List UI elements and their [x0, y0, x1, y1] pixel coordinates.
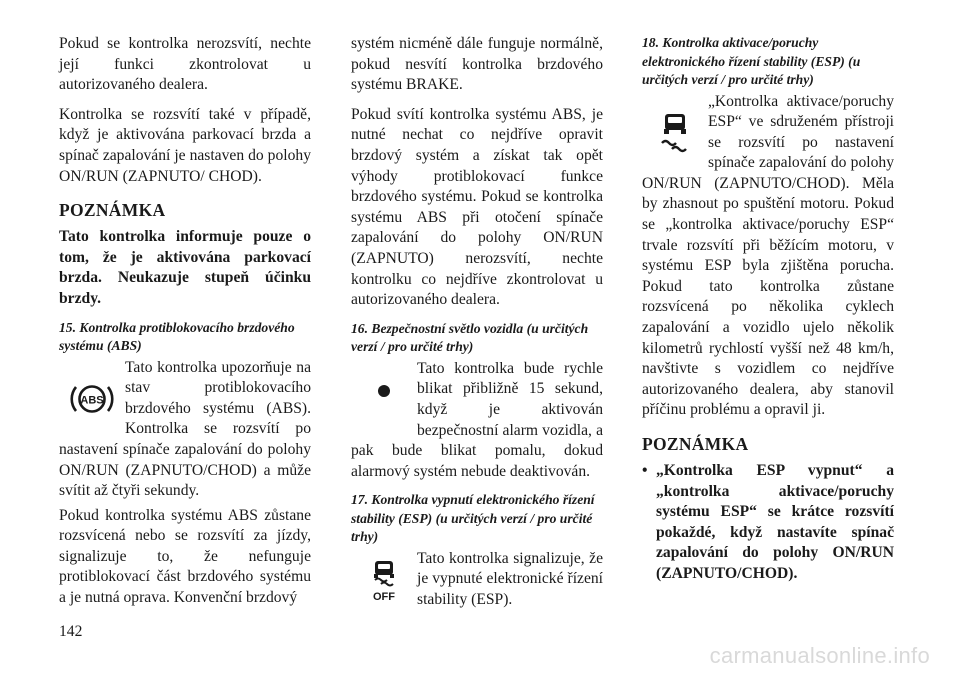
note-heading: POZNÁMKA	[59, 200, 166, 221]
abs-warning-icon	[59, 358, 125, 440]
column-1	[59, 34, 311, 618]
paragraph: „Kontrolka aktivace/poruchy ESP“ ve sdruženém přístroji se rozsvítí po nastavení spínače zapalování do polohy ON/RUN (ZAPNUTO/CHOD). Měla by zhasnout po spuštění motoru. Pokud se „kontrolka aktivace/poruchy ESP“ trvale rozsvítí při běžícím motoru, v systému ESP byla zjištěna porucha. Pokud tato kontrolka zůstane rozsvícená po několika cyklech zapalování a vozidlo ujelo několik kilometrů rychlostí vyšší než 48 km/h, navštivte s vozidlem co nejdříve autorizovaného dealera, aby stanovil příčinu problému a opravil ji.	[642, 92, 894, 419]
section-15-body	[59, 358, 311, 502]
section-17-body	[351, 549, 603, 611]
section-16-title: 16. Bezpečnostní světlo vozidla (u určitých verzí / pro určité trhy)	[351, 320, 589, 355]
note-heading: POZNÁMKA	[642, 434, 749, 454]
paragraph: Kontrolka se rozsvítí také v případě, když je aktivována parkovací brzda a spínač zapalování je nastaven do polohy ON/RUN (ZAPNUTO/ CHOD).	[59, 105, 311, 185]
abs-icon-label: ABS	[80, 394, 104, 407]
paragraph: Pokud svítí kontrolka systému ABS, je nutné nechat co nejdříve opravit brzdový systém a získat tak opět výhody protiblokovací funkce brzdového systému. Pokud se kontrolka systému ABS při otočení spínače zapalování do polohy ON/RUN (ZAPNUTO) nerozsvítí, nechte kontrolku co nejdříve zkontrolovat u autorizovaného dealera.	[351, 105, 603, 309]
section-15-title: 15. Kontrolka protiblokovacího brzdového systému (ABS)	[59, 319, 295, 354]
paragraph: Tato kontrolka signalizuje, že je vypnuté elektronické řízení stability (ESP).	[417, 549, 603, 608]
section-18-body	[642, 92, 894, 422]
section-17-title: 17. Kontrolka vypnutí elektronického řízení stability (ESP) (u určitých verzí / pro určité trhy)	[351, 492, 595, 545]
note-bullet: • „Kontrolka ESP vypnut“ a „kontrolka aktivace/poruchy systému ESP“ se krátce rozsvítí pokaždé, když nastavíte spínač zapalování do polohy ON/RUN (ZAPNUTO/CHOD).	[642, 461, 894, 585]
paragraph: Pokud kontrolka systému ABS zůstane rozsvícená nebo se rozsvítí za jízdy, signalizuje to, že nefunguje protiblokovací část brzdového systému a je nutná oprava. Konvenční brzdový	[59, 506, 311, 607]
esp-off-icon	[351, 549, 417, 613]
note-text: Tato kontrolka informuje pouze o tom, že je aktivována parkovací brzda. Neukazuje stupeň účinku brzdy.	[59, 228, 311, 307]
column-3	[642, 34, 894, 585]
paragraph: systém nicméně dále funguje normálně, pokud nesvítí kontrolka brzdového systému BRAKE.	[351, 35, 603, 94]
esp-activation-icon	[642, 92, 708, 174]
paragraph: Pokud se kontrolka nerozsvítí, nechte její funkci zkontrolovat u autorizovaného dealera.	[59, 35, 311, 94]
paragraph: Tato kontrolka bude rychle blikat přibližně 15 sekund, když je aktivován bezpečnostní alarm vozidla, a pak bude blikat pomalu, dokud alarmový systém nebude deaktivován.	[351, 359, 603, 480]
section-16-body	[351, 359, 603, 483]
watermark: carmanualsonline.info	[709, 643, 930, 668]
section-18-title: 18. Kontrolka aktivace/poruchy elektronického řízení stability (ESP) (u určitých verzí / pro určité trhy)	[642, 35, 861, 87]
page-number: 142	[59, 623, 83, 640]
column-2	[351, 34, 603, 620]
note-list	[642, 461, 894, 585]
paragraph: Tato kontrolka upozorňuje na stav protiblokovacího brzdového systému (ABS). Kontrolka se rozsvítí po nastavení spínače zapalování do polohy ON/RUN (ZAPNUTO/CHOD) a může svítit až čtyři sekundy.	[59, 358, 311, 500]
security-light-icon	[351, 359, 417, 423]
esp-off-icon-label: OFF	[373, 590, 395, 603]
